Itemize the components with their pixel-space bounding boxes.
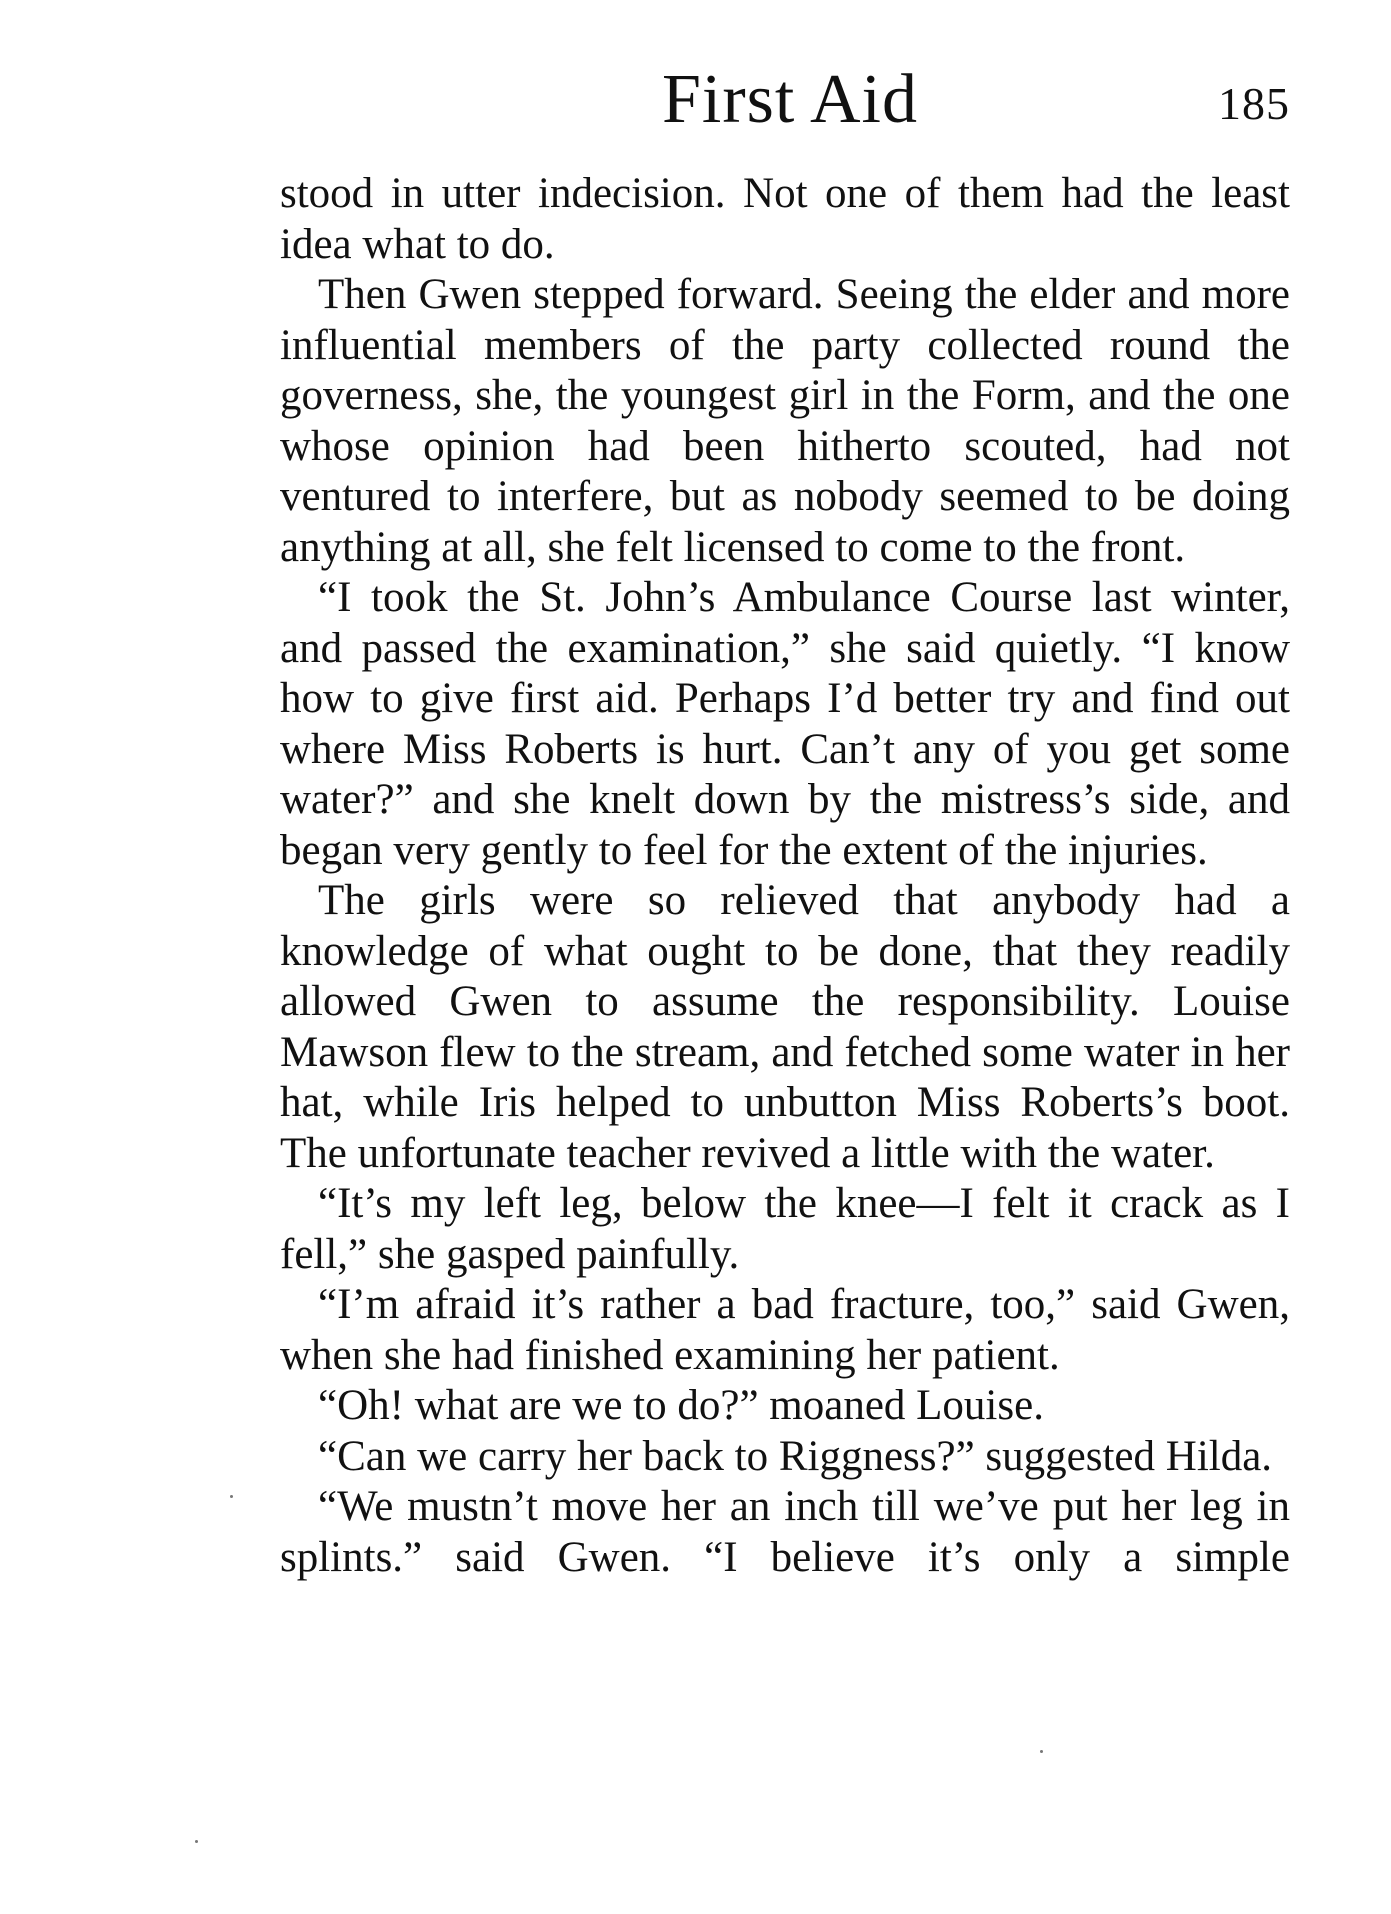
- paper-speck: [230, 1495, 233, 1498]
- paragraph: “I took the St. John’s Ambulance Course last winter, and passed the examination,” she said quietly. “I know how to give first aid. Perhaps I’d better try and find out where Miss Roberts is hurt. Can’t any of you get some water?” and she knelt down by the mistress’s side, and began very gently to feel for the extent of the injuries.: [280, 574, 1290, 874]
- paragraph: “Oh! what are we to do?” moaned Louise.: [318, 1382, 1044, 1429]
- paragraph: The girls were so relieved that anybody had a knowledge of what ought to be done, that they readily allowed Gwen to assume the responsibility. Louise Mawson flew to the stream, and fetched some water in her hat, while Iris helped to unbutton Miss Roberts’s boot. The unfortunate teacher revived a little with the water.: [280, 877, 1290, 1177]
- chapter-title: First Aid: [661, 61, 919, 138]
- page-number: 185: [1218, 78, 1290, 129]
- paragraph: “Can we carry her back to Riggness?” suggested Hilda.: [318, 1432, 1273, 1480]
- paper-speck: [195, 1840, 198, 1843]
- paper-speck: [1040, 1750, 1043, 1753]
- running-head: [270, 55, 1290, 145]
- paragraph: “We mustn’t move her an inch till we’ve put her leg in splints.” said Gwen. “I believe it’s only a simple: [280, 1483, 1290, 1581]
- paragraph: stood in utter indecision. Not one of them had the least idea what to do.: [280, 170, 1290, 268]
- body-text: [280, 169, 1290, 1583]
- paragraph: “It’s my left leg, below the knee—I felt it crack as I fell,” she gasped painfully.: [280, 1180, 1290, 1278]
- paragraph: Then Gwen stepped forward. Seeing the elder and more influential members of the party collected round the governess, she, the youngest girl in the Form, and the one whose opinion had been hitherto scouted, had not ventured to interfere, but as nobody seemed to be doing anything at all, she felt licensed to come to the front.: [280, 271, 1290, 571]
- paragraph: “I’m afraid it’s rather a bad fracture, too,” said Gwen, when she had finished examining her patient.: [280, 1281, 1290, 1379]
